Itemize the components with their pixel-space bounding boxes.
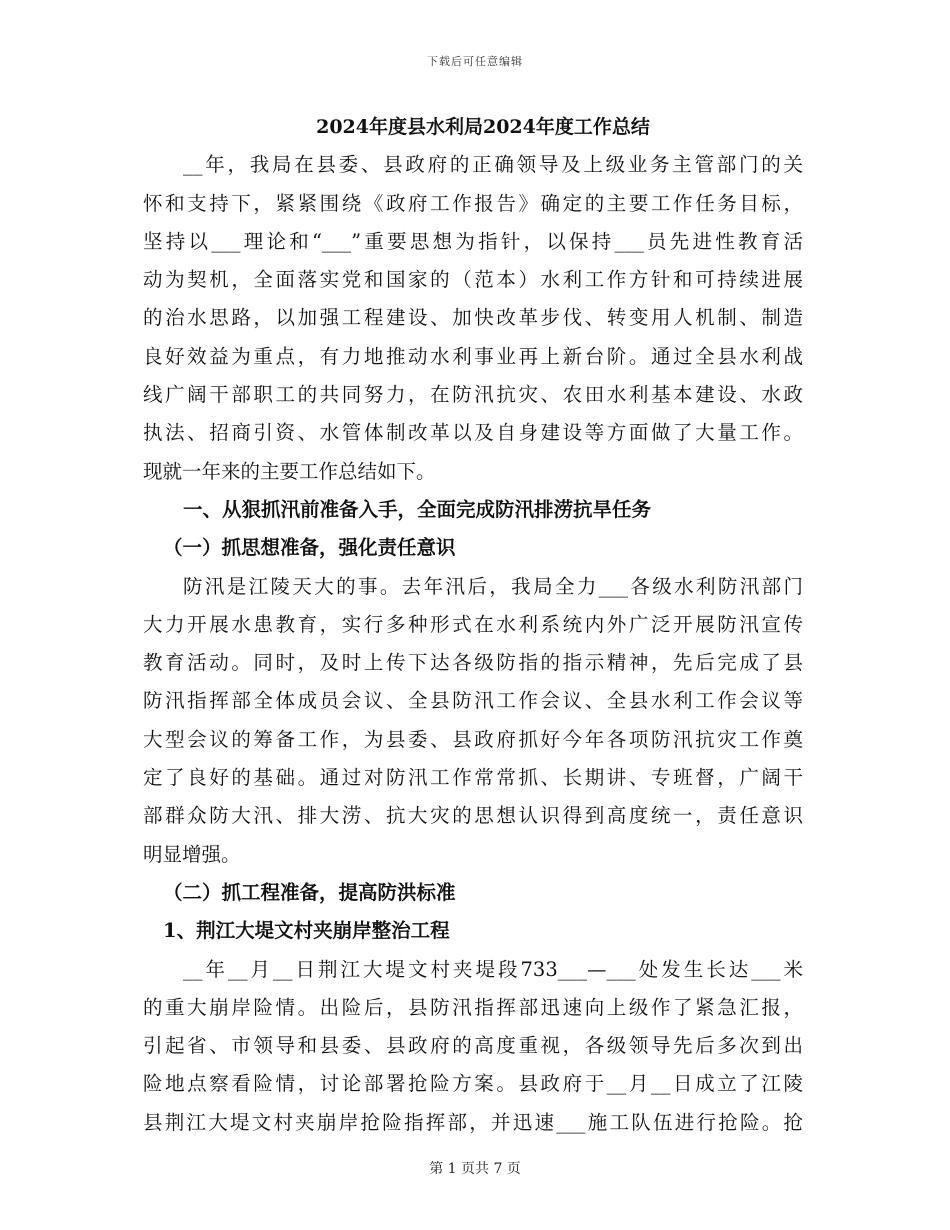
paragraph-line: 县荆江大堤文村夹崩岸抢险指挥部，并迅速___施工队伍进行抢险。抢 [143, 1110, 803, 1134]
intro-line: 的治水思路，以加强工程建设、加快改革步伐、转变用人机制、制造 [143, 306, 803, 330]
item-heading: 1、荆江大堤文村夹崩岸整治工程 [163, 919, 450, 943]
paragraph-line: 引起省、市领导和县委、县政府的高度重视，各级领导先后多次到出 [143, 1034, 803, 1058]
paragraph-line: 教育活动。同时，及时上传下达各级防指的指示精神，先后完成了县 [143, 651, 803, 675]
intro-line: 动为契机，全面落实党和国家的（范本）水利工作方针和可持续进展 [143, 268, 803, 292]
paragraph-line: 大力开展水患教育，实行多种形式在水利系统内外广泛开展防汛宣传 [143, 612, 803, 636]
intro-line: __年，我局在县委、县政府的正确领导及上级业务主管部门的关 [183, 153, 803, 177]
paragraph-line: 明显增强。 [143, 842, 241, 866]
header-note: 下载后可任意编辑 [427, 55, 523, 68]
intro-line: 现就一年来的主要工作总结如下。 [143, 459, 436, 483]
paragraph-line: 险地点察看险情，讨论部署抢险方案。县政府于__月__日成立了江陵 [143, 1072, 803, 1096]
intro-line: 良好效益为重点，有力地推动水利事业再上新台阶。通过全县水利战 [143, 344, 803, 368]
paragraph-line: 定了良好的基础。通过对防汛工作常常抓、长期讲、专班督，广阔干 [143, 766, 803, 790]
document-title: 2024年度县水利局2024年度工作总结 [316, 116, 650, 138]
section-heading: 一、从狠抓汛前准备入手，全面完成防汛排涝抗旱任务 [183, 497, 652, 521]
paragraph-line: 大型会议的筹备工作，为县委、县政府抓好今年各项防汛抗灾工作奠 [143, 727, 803, 751]
paragraph-line: __年__月__日荆江大堤文村夹堤段733___—___处发生长达___米 [183, 957, 803, 981]
paragraph-line: 防汛指挥部全体成员会议、全县防汛工作会议、全县水利工作会议等 [143, 689, 803, 713]
intro-line: 线广阔干部职工的共同努力，在防汛抗灾、农田水利基本建设、水政 [143, 383, 803, 407]
subsection-heading: （一）抓思想准备，强化责任意识 [163, 536, 456, 560]
document-body [143, 108, 803, 1142]
paragraph-line: 的重大崩岸险情。出险后，县防汛指挥部迅速向上级作了紧急汇报， [143, 995, 803, 1019]
page-number-footer: 第 1 页共 7 页 [429, 1161, 521, 1177]
intro-line: 执法、招商引资、水管体制改革以及自身建设等方面做了大量工作。 [143, 421, 803, 445]
paragraph-line: 防汛是江陵天大的事。去年汛后，我局全力___各级水利防汛部门 [183, 574, 803, 598]
paragraph-line: 部群众防大汛、排大涝、抗大灾的思想认识得到高度统一，责任意识 [143, 804, 803, 828]
subsection-heading: （二）抓工程准备，提高防洪标准 [163, 880, 456, 904]
intro-line: 怀和支持下，紧紧围绕《政府工作报告》确定的主要工作任务目标， [143, 191, 803, 215]
intro-line: 坚持以___理论和“___”重要思想为指针，以保持___员先进性教育活 [143, 229, 803, 253]
